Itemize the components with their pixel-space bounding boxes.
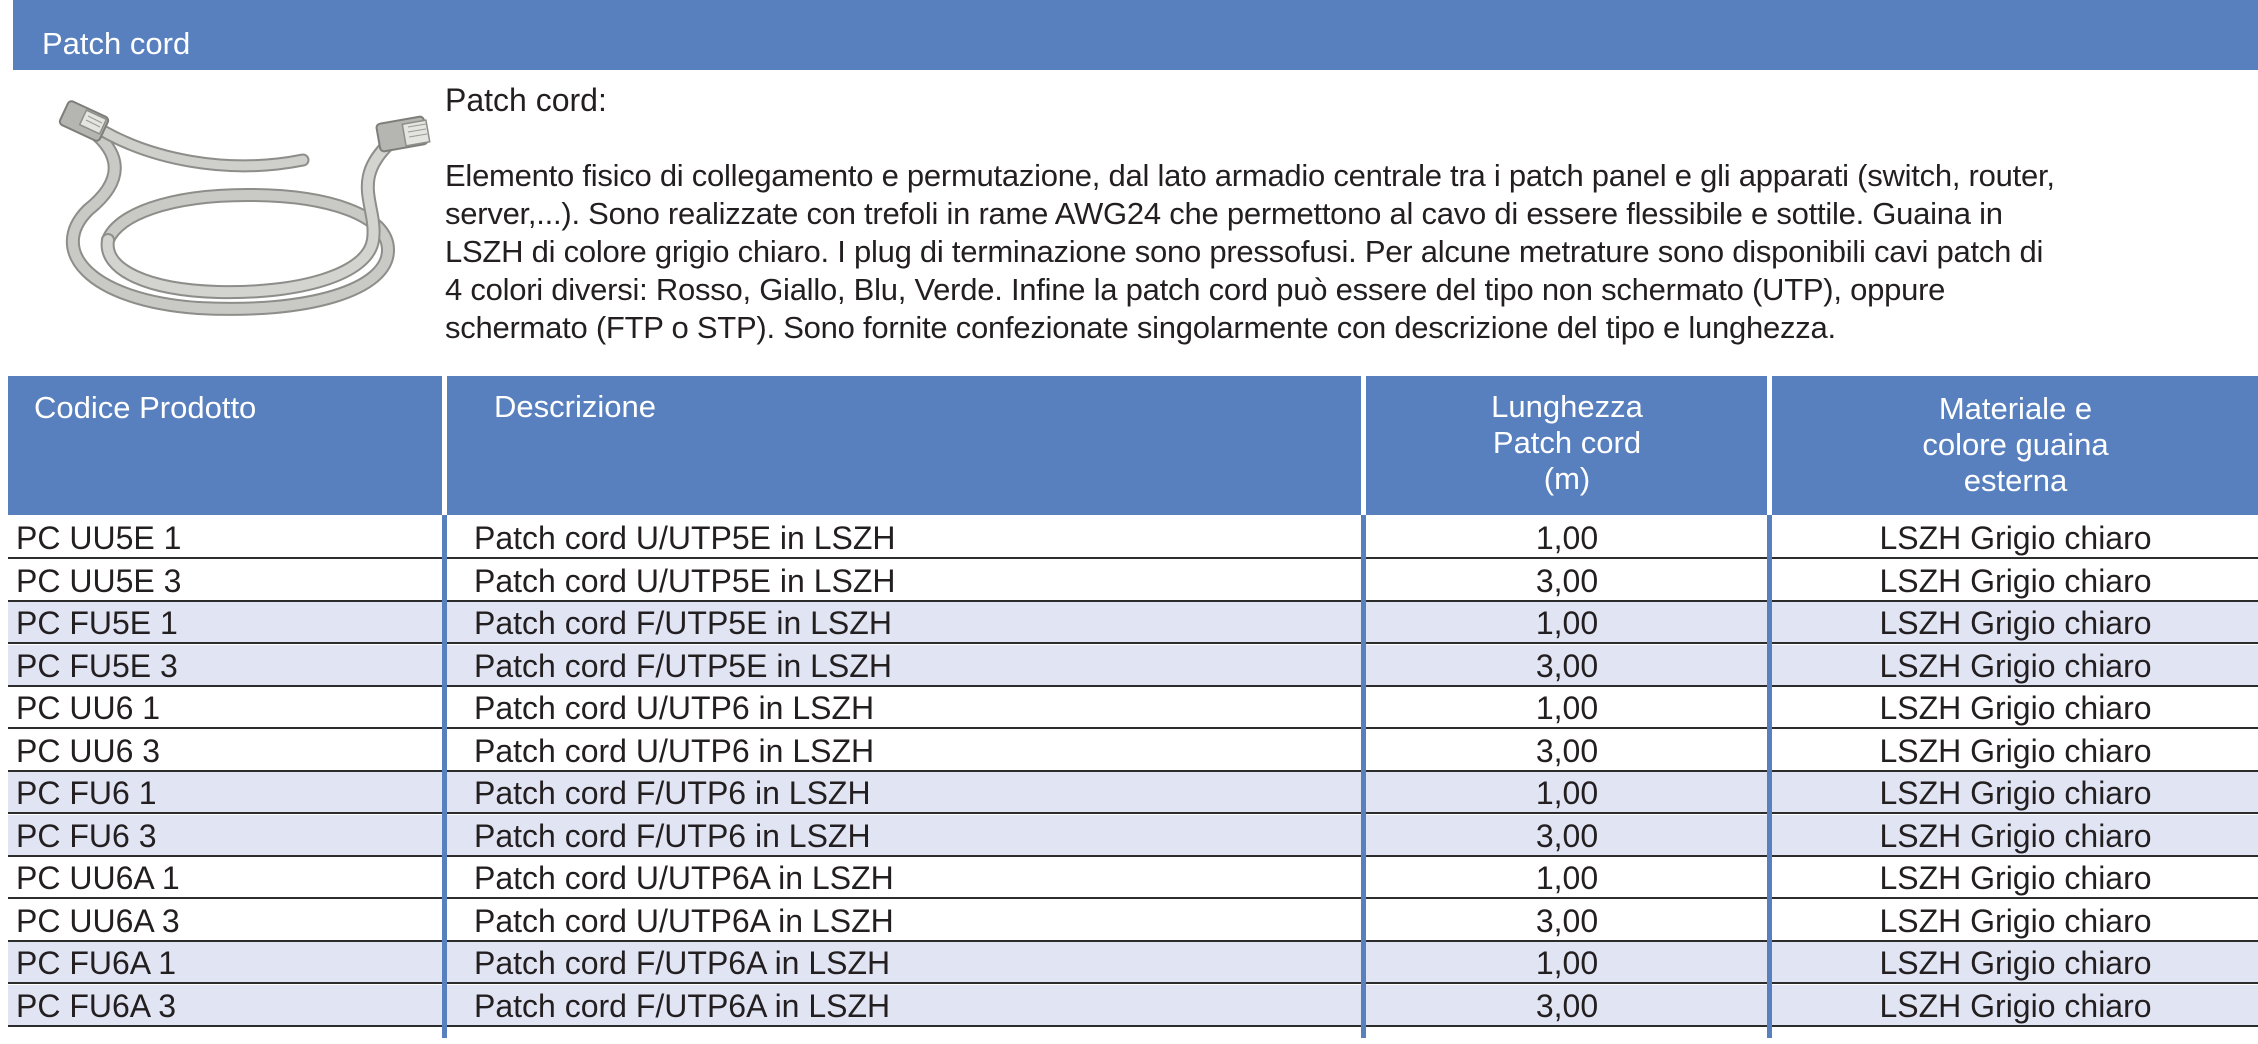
cell-description: Patch cord U/UTP6A in LSZH [474, 903, 894, 939]
table-row [8, 517, 2258, 559]
cell-material: LSZH Grigio chiaro [1879, 605, 2152, 641]
patch-cord-image [48, 100, 438, 330]
cell-material: LSZH Grigio chiaro [1879, 733, 2152, 769]
cell-length: 3,00 [1535, 733, 1599, 769]
intro-line: Elemento fisico di collegamento e permutazione, dal lato armadio centrale tra i patch panel e gli apparati (switch, router, [445, 158, 2055, 193]
table-row [8, 942, 2258, 984]
table-header-row [8, 376, 2258, 515]
cell-material: LSZH Grigio chiaro [1879, 690, 2152, 726]
cell-code: PC FU6 3 [16, 818, 157, 854]
patch-cord-illustration [48, 100, 438, 330]
cell-material: LSZH Grigio chiaro [1879, 818, 2152, 854]
cell-description: Patch cord F/UTP6A in LSZH [474, 988, 891, 1024]
table-row [8, 687, 2258, 729]
cell-material: LSZH Grigio chiaro [1879, 563, 2152, 599]
product-table [8, 376, 2258, 1038]
cell-description: Patch cord F/UTP5E in LSZH [474, 648, 892, 684]
intro-heading: Patch cord: [445, 82, 607, 118]
table-row [8, 645, 2258, 687]
header-lunghezza: Lunghezza Patch cord (m) [1491, 389, 1643, 496]
header-divider [1361, 376, 1366, 515]
column-divider [1361, 515, 1366, 1038]
cell-material: LSZH Grigio chiaro [1879, 988, 2152, 1024]
cell-code: PC UU6 1 [16, 690, 161, 726]
cell-description: Patch cord F/UTP6 in LSZH [474, 818, 871, 854]
cell-code: PC FU6 1 [16, 775, 157, 811]
cell-length: 3,00 [1535, 903, 1599, 939]
table-row [8, 602, 2258, 644]
cell-length: 1,00 [1535, 945, 1599, 981]
table-row [8, 560, 2258, 602]
cell-code: PC FU6A 3 [16, 988, 177, 1024]
cell-code: PC UU5E 1 [16, 520, 182, 556]
column-divider [442, 515, 447, 1038]
header-descrizione: Descrizione [494, 389, 656, 424]
table-row [8, 730, 2258, 772]
header-materiale: Materiale e colore guaina esterna [1922, 391, 2109, 498]
header-codice-prodotto: Codice Prodotto [34, 390, 257, 425]
cell-length: 3,00 [1535, 988, 1599, 1024]
header-divider [442, 376, 447, 515]
cell-length: 3,00 [1535, 563, 1599, 599]
table-row [8, 857, 2258, 899]
cell-description: Patch cord U/UTP5E in LSZH [474, 520, 896, 556]
cell-code: PC FU5E 1 [16, 605, 178, 641]
cell-length: 3,00 [1535, 818, 1599, 854]
cell-code: PC UU5E 3 [16, 563, 182, 599]
table-row [8, 772, 2258, 814]
cell-code: PC UU6A 1 [16, 860, 180, 896]
cell-description: Patch cord F/UTP6 in LSZH [474, 775, 871, 811]
cell-description: Patch cord F/UTP6A in LSZH [474, 945, 891, 981]
cell-description: Patch cord U/UTP6 in LSZH [474, 733, 875, 769]
cell-description: Patch cord U/UTP6 in LSZH [474, 690, 875, 726]
cell-length: 1,00 [1535, 520, 1599, 556]
cell-material: LSZH Grigio chiaro [1879, 860, 2152, 896]
intro-description [445, 157, 2245, 347]
cell-material: LSZH Grigio chiaro [1879, 945, 2152, 981]
cell-code: PC UU6A 3 [16, 903, 180, 939]
cell-description: Patch cord U/UTP6A in LSZH [474, 860, 894, 896]
cell-length: 1,00 [1535, 775, 1599, 811]
intro-line: server,...). Sono realizzate con trefoli in rame AWG24 che permettono al cavo di essere flessibile e sottile. Guaina in [445, 196, 2003, 231]
cell-code: PC UU6 3 [16, 733, 161, 769]
intro-line: LSZH di colore grigio chiaro. I plug di terminazione sono pressofusi. Per alcune metrature sono disponibili cavi patch di [445, 234, 2044, 269]
table-row [8, 985, 2258, 1027]
intro-line: schermato (FTP o STP). Sono fornite confezionate singolarmente con descrizione del tipo e lunghezza. [445, 310, 1836, 345]
cell-length: 3,00 [1535, 648, 1599, 684]
header-divider [1767, 376, 1772, 515]
intro-line: 4 colori diversi: Rosso, Giallo, Blu, Verde. Infine la patch cord può essere del tipo non schermato (UTP), oppure [445, 272, 1946, 307]
table-row [8, 815, 2258, 857]
cell-length: 1,00 [1535, 690, 1599, 726]
cell-code: PC FU5E 3 [16, 648, 178, 684]
page-title: Patch cord [42, 26, 191, 61]
cell-code: PC FU6A 1 [16, 945, 177, 981]
cell-material: LSZH Grigio chiaro [1879, 903, 2152, 939]
cell-description: Patch cord U/UTP5E in LSZH [474, 563, 896, 599]
cell-length: 1,00 [1535, 860, 1599, 896]
cell-length: 1,00 [1535, 605, 1599, 641]
column-divider [1767, 515, 1772, 1038]
table-row [8, 900, 2258, 942]
cell-material: LSZH Grigio chiaro [1879, 520, 2152, 556]
cell-description: Patch cord F/UTP5E in LSZH [474, 605, 892, 641]
cell-material: LSZH Grigio chiaro [1879, 648, 2152, 684]
page-title-bar [13, 0, 2258, 70]
cell-material: LSZH Grigio chiaro [1879, 775, 2152, 811]
